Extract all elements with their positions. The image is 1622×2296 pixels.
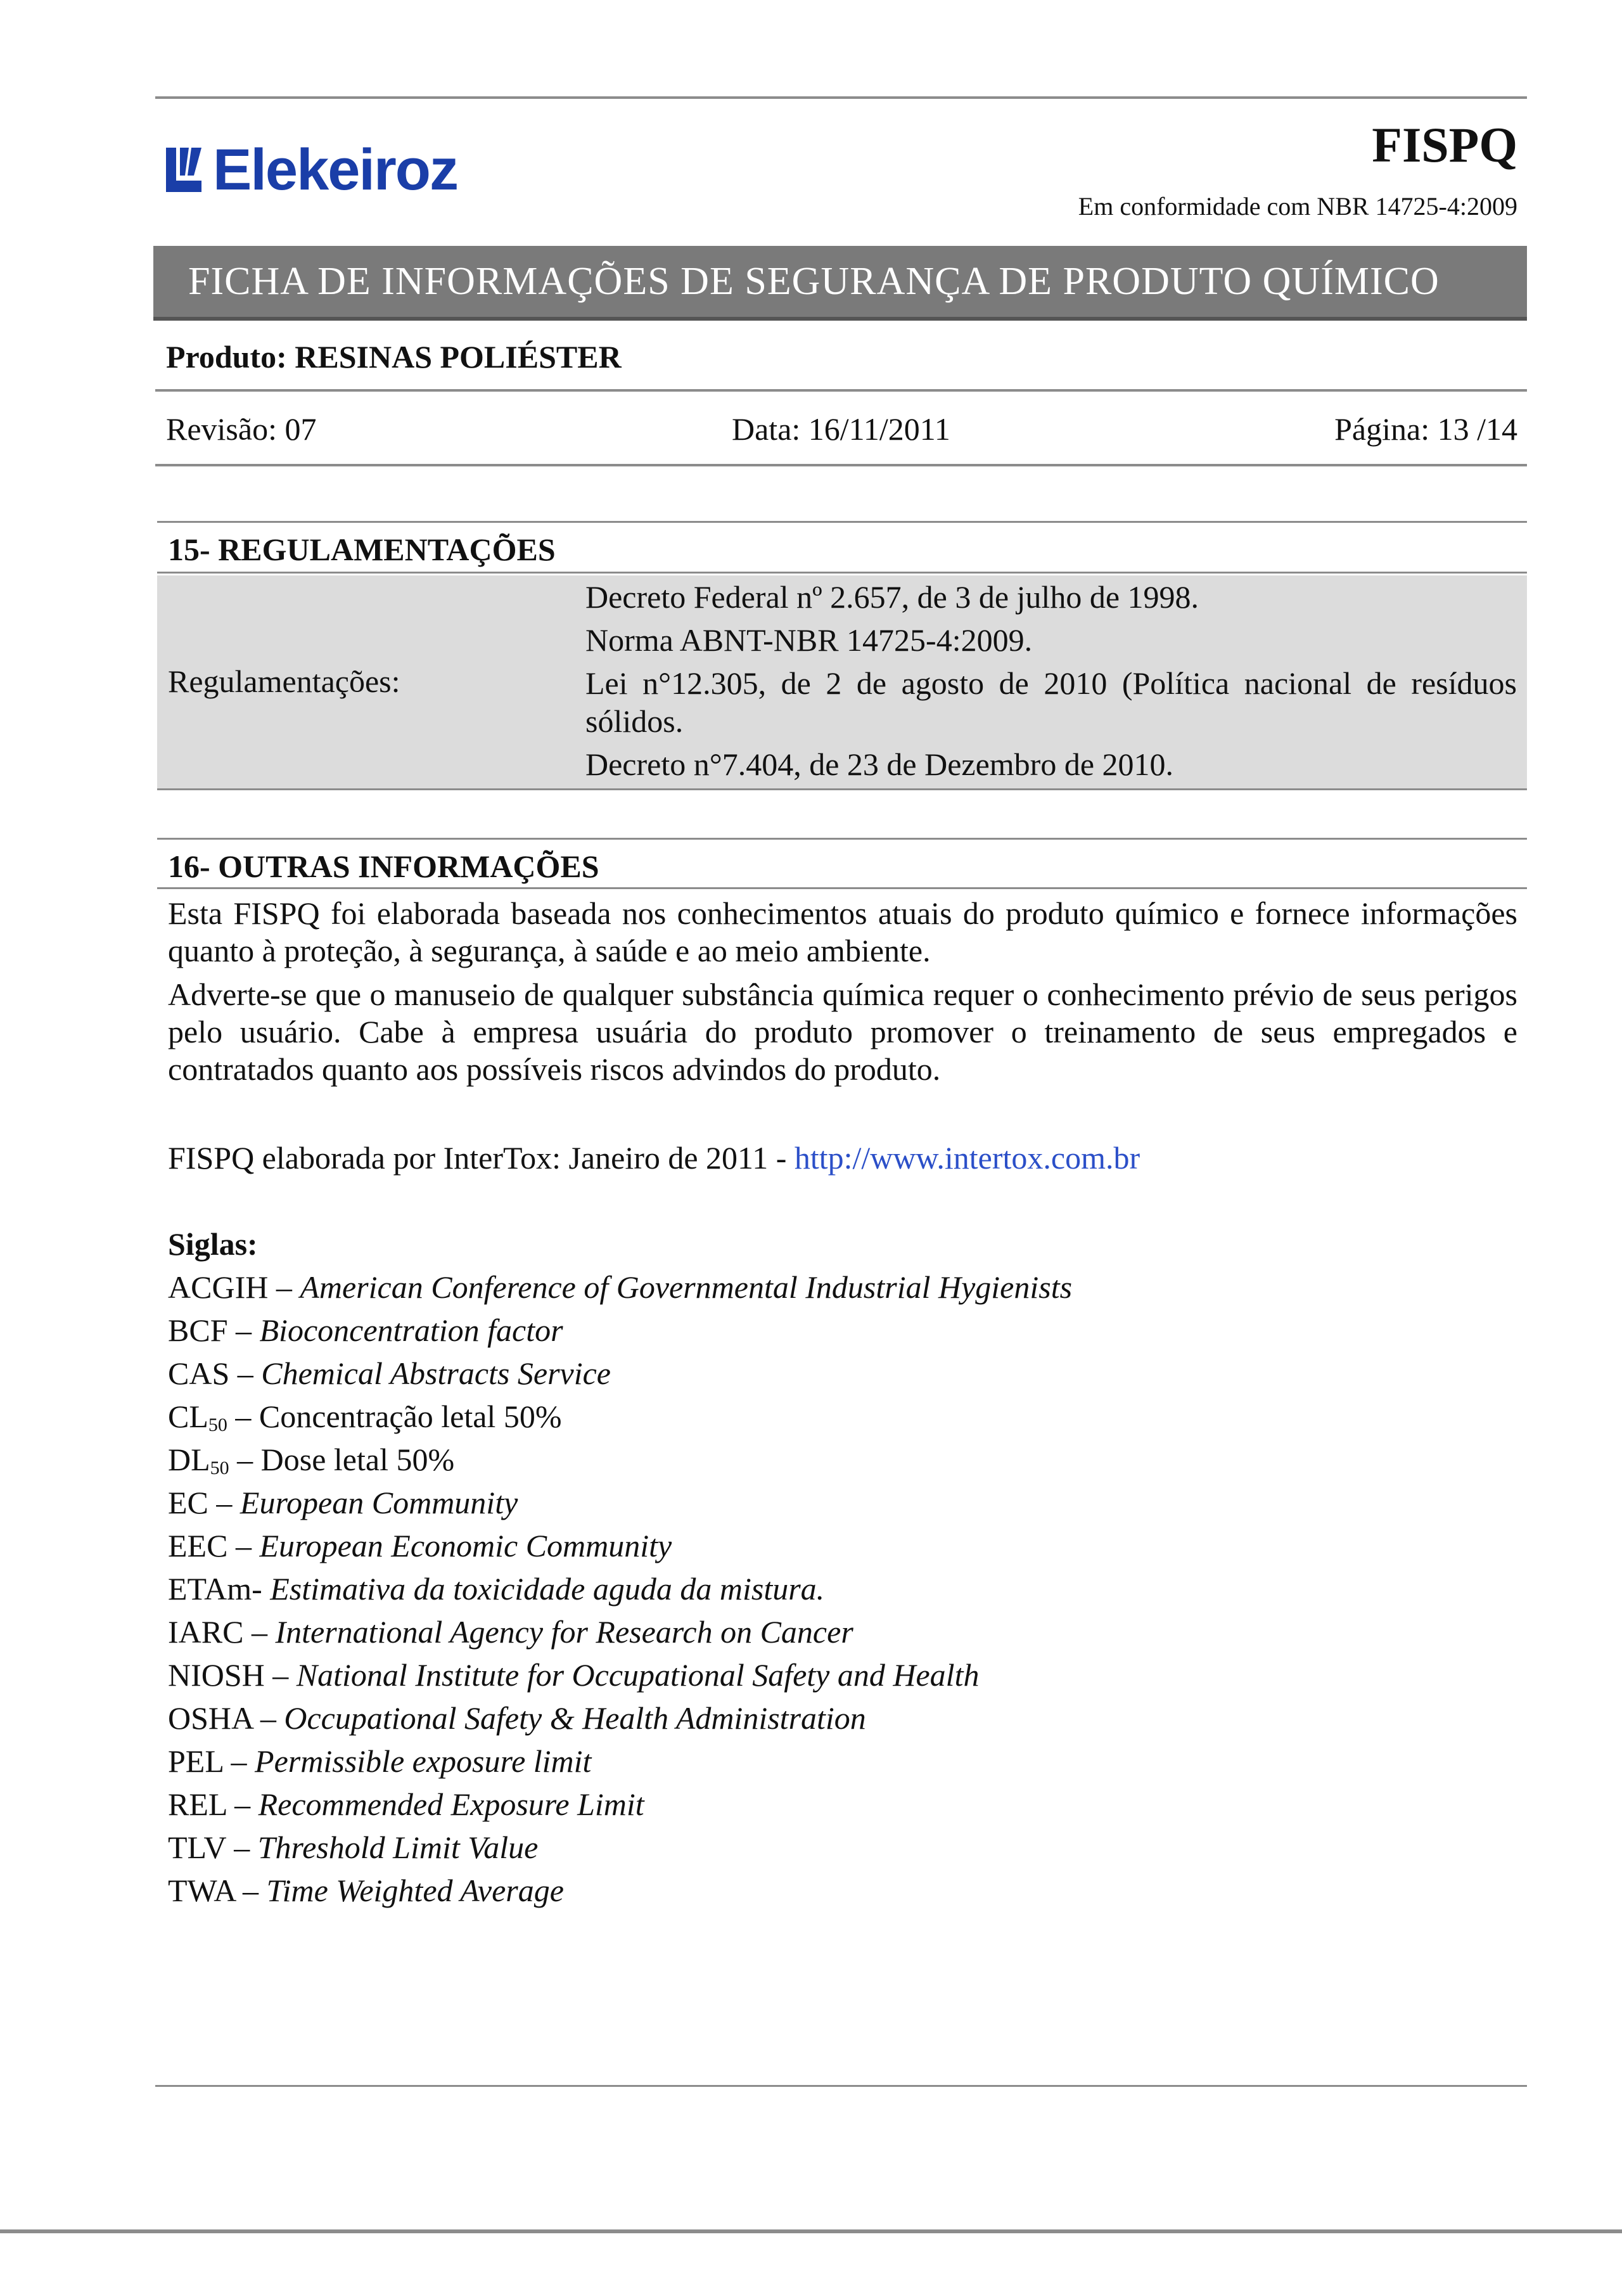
sigla-separator: – <box>208 1485 240 1520</box>
regulation-item: Lei n°12.305, de 2 de agosto de 2010 (Política nacional de resíduos sólidos. <box>585 665 1517 739</box>
sigla-abbr: CL <box>168 1399 208 1434</box>
product-rule <box>155 389 1527 392</box>
sigla-definition: Dose letal 50% <box>260 1442 455 1477</box>
sigla-row <box>168 1745 591 1777</box>
sigla-separator: – <box>252 1700 284 1736</box>
sigla-row <box>168 1314 563 1346</box>
sigla-separator: – <box>226 1830 258 1865</box>
sigla-separator: – <box>268 1269 300 1305</box>
section16-top-rule <box>157 838 1527 840</box>
sigla-definition: European Community <box>239 1485 518 1520</box>
sigla-subscript: 50 <box>208 1414 227 1435</box>
doc-type-title: FISPQ <box>1372 117 1517 172</box>
revision-number: Revisão: 07 <box>166 411 317 447</box>
product-name: Produto: RESINAS POLIÉSTER <box>166 339 622 375</box>
page-number: Página: 13 /14 <box>1334 411 1517 447</box>
sigla-abbr: OSHA <box>168 1700 253 1736</box>
sigla-definition: Chemical Abstracts Service <box>261 1356 611 1391</box>
sigla-separator: – <box>229 1442 261 1477</box>
sigla-separator: – <box>243 1614 276 1650</box>
sigla-definition: Permissible exposure limit <box>255 1743 592 1779</box>
sigla-separator: – <box>226 1786 259 1822</box>
section15-bottom-rule <box>157 788 1527 790</box>
sigla-separator: – <box>264 1657 297 1693</box>
sigla-abbr: EEC <box>168 1528 228 1563</box>
sigla-row <box>168 1659 979 1691</box>
page-end-rule <box>0 2229 1622 2233</box>
bottom-rule <box>155 2085 1527 2087</box>
sigla-definition: Estimativa da toxicidade aguda da mistura. <box>270 1571 825 1607</box>
sigla-row <box>168 1357 611 1389</box>
prepared-by-text: FISPQ elaborada por InterTox: Janeiro de 2011 - <box>168 1140 795 1176</box>
sigla-abbr: EC <box>168 1485 208 1520</box>
revision-date: Data: 16/11/2011 <box>732 411 950 447</box>
sigla-separator: – <box>227 1399 259 1434</box>
regulation-item: Norma ABNT-NBR 14725-4:2009. <box>585 622 1033 658</box>
meta-rule <box>155 464 1527 466</box>
intertox-link[interactable]: http://www.intertox.com.br <box>794 1140 1140 1176</box>
sigla-row <box>168 1702 866 1734</box>
logo-wordmark: Elekeiroz <box>213 138 457 202</box>
info-paragraph-1: Esta FISPQ foi elaborada baseada nos conhecimentos atuais do produto químico e fornece informações quanto à proteção, à segurança, à saúde e ao meio ambiente. <box>168 895 1517 968</box>
sigla-separator: – <box>229 1356 262 1391</box>
sigla-definition: International Agency for Research on Cancer <box>275 1614 853 1650</box>
sigla-abbr: TWA <box>168 1873 235 1908</box>
sigla-row <box>168 1271 1072 1303</box>
sigla-abbr: DL <box>168 1442 210 1477</box>
siglas-title: Siglas: <box>168 1226 258 1262</box>
sigla-row <box>168 1788 644 1820</box>
document-title: FICHA DE INFORMAÇÕES DE SEGURANÇA DE PRODUTO QUÍMICO <box>188 259 1440 303</box>
sigla-row <box>168 1573 824 1605</box>
sigla-definition: Recommended Exposure Limit <box>258 1786 644 1822</box>
sigla-subscript: 50 <box>210 1458 229 1478</box>
section15-title-rule <box>157 572 1527 574</box>
sigla-abbr: CAS <box>168 1356 230 1391</box>
sigla-definition: Occupational Safety & Health Administration <box>284 1700 866 1736</box>
sigla-abbr: PEL <box>168 1743 224 1779</box>
regulations-label: Regulamentações: <box>168 664 400 699</box>
sigla-row <box>168 1616 853 1648</box>
sigla-row <box>168 1444 454 1478</box>
sigla-definition: Concentração letal 50% <box>259 1399 562 1434</box>
regulation-item: Decreto n°7.404, de 23 de Dezembro de 2010. <box>585 747 1174 782</box>
sigla-definition: American Conference of Governmental Industrial Hygienists <box>300 1269 1073 1305</box>
elekeiroz-logo-icon <box>163 144 205 196</box>
sigla-definition: European Economic Community <box>259 1528 672 1563</box>
sigla-definition: National Institute for Occupational Safety and Health <box>296 1657 980 1693</box>
sigla-row <box>168 1831 538 1863</box>
company-logo <box>163 138 457 202</box>
info-paragraph-2: Adverte-se que o manuseio de qualquer substância química requer o conhecimento prévio de seus perigos pelo usuário. Cabe à empresa usuária do produto promover o treinamento de seus empregados e contratados quanto aos possíveis riscos advindos do produto. <box>168 977 1517 1087</box>
regulation-item: Decreto Federal nº 2.657, de 3 de julho de 1998. <box>585 579 1199 615</box>
section15-top-rule <box>157 521 1527 523</box>
sigla-abbr: ETAm <box>168 1571 252 1607</box>
regulations-list <box>585 578 1517 788</box>
title-band <box>153 246 1527 321</box>
section16-title: 16- OUTRAS INFORMAÇÕES <box>168 849 599 884</box>
sigla-separator: – <box>227 1528 260 1563</box>
sigla-row <box>168 1530 672 1562</box>
sigla-definition: Threshold Limit Value <box>257 1830 539 1865</box>
sigla-abbr: IARC <box>168 1614 244 1650</box>
sigla-row <box>168 1401 561 1435</box>
sigla-abbr: REL <box>168 1786 227 1822</box>
sigla-abbr: ACGIH <box>168 1269 269 1305</box>
sigla-definition: Time Weighted Average <box>266 1873 564 1908</box>
sigla-separator: – <box>227 1312 260 1348</box>
top-rule <box>155 96 1527 99</box>
sigla-definition: Bioconcentration factor <box>259 1312 563 1348</box>
conformity-note: Em conformidade com NBR 14725-4:2009 <box>1078 192 1517 221</box>
section15-title: 15- REGULAMENTAÇÕES <box>168 532 556 567</box>
sigla-separator: - <box>252 1571 271 1607</box>
sigla-abbr: TLV <box>168 1830 226 1865</box>
sigla-row <box>168 1875 564 1906</box>
sigla-abbr: BCF <box>168 1312 228 1348</box>
prepared-by <box>168 1142 1140 1174</box>
sigla-separator: – <box>234 1873 267 1908</box>
sigla-separator: – <box>223 1743 255 1779</box>
sigla-row <box>168 1487 518 1518</box>
section16-title-rule <box>157 887 1527 889</box>
sigla-abbr: NIOSH <box>168 1657 265 1693</box>
